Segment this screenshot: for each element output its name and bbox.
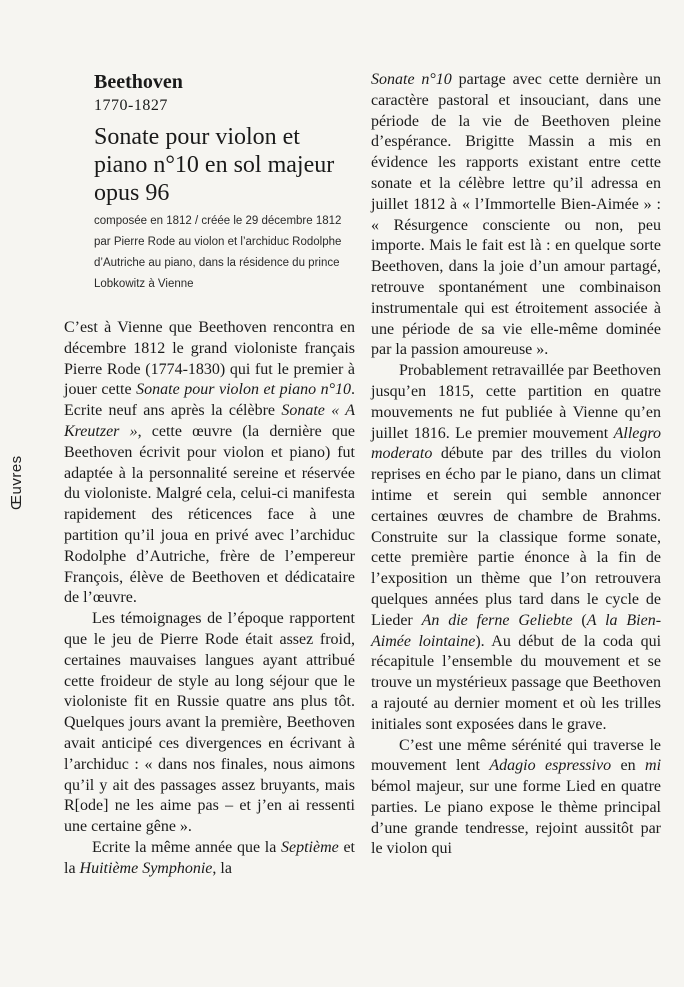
text-run: partage avec cette dernière un caractère pastoral et insouciant, dans une période de la vie de Beethoven pleine d’espérance. Brigitte Massin a mis en évidence les rapports existant entre cette sonate et la célèbre lettre qu’il adressa en juillet 1812 à « l’Immortelle Bien-Aimée » : « Résurgence consciente ou non, peu importe. Mais le fait est là : en quelque sorte Beethoven, dans la joie d’un amour partagé, retrouve spontanément une combinaison instrumentale qui est étroitement associée à une période de sa vie elle-même dominée par la passion amoureuse ». xyxy=(371,71,661,359)
italic-text: An die ferne Geliebte xyxy=(421,611,573,629)
right-column xyxy=(371,70,661,860)
italic-text: mi xyxy=(645,757,662,775)
composer-name: Beethoven xyxy=(94,71,183,93)
body-paragraph xyxy=(371,361,661,735)
body-paragraph xyxy=(64,318,355,609)
article-body-right xyxy=(371,70,661,860)
text-run: en xyxy=(611,757,646,775)
italic-text: Allegro moderato xyxy=(371,424,661,463)
text-run: C’est à Vienne que Beethoven rencontra en décembre 1812 le grand violoniste français Pierre Rode (1774-1830) qui fut le premier à jouer cette xyxy=(64,319,355,399)
italic-text: Huitième Symphonie xyxy=(79,859,213,877)
text-run: ). Au début de la coda qui récapitule l’ensemble du mouvement et se trouve un mystérieux passage que Beethoven a rajouté au dernier moment et où les trilles initiales sont exposées dans le grave. xyxy=(371,632,662,733)
text-run: , la xyxy=(212,859,232,877)
text-run: C’est une même sérénité qui traverse le mouvement lent xyxy=(371,736,661,775)
italic-text: A la Bien-Aimée lointaine xyxy=(371,611,662,650)
text-run: et la xyxy=(64,838,355,877)
text-run: . Ecrite neuf ans après la célèbre xyxy=(64,381,356,420)
text-run: Ecrite la même année que la xyxy=(92,838,281,856)
body-paragraph xyxy=(64,838,355,880)
body-paragraph xyxy=(371,70,661,361)
text-run: , cette œuvre (la dernière que Beethoven écrivit pour violon et piano) fut adaptée à la personnalité sereine et réservée du violoniste. Malgré cela, celui-ci manifesta rapidement des réticences face à une partition qu’il joua en privé avec l’archiduc Rodolphe d’Autriche, frère de l’empereur François, élève de Beethoven et dédicataire de l’œuvre. xyxy=(64,422,355,607)
article-body-left xyxy=(64,318,355,880)
text-run: ( xyxy=(572,611,587,629)
work-subtitle: composée en 1812 / créée le 29 décembre 1812 par Pierre Rode au violon et l’archiduc Rodolphe d’Autriche au piano, dans la résidence du prince Lobkowitz à Vienne xyxy=(94,215,342,290)
italic-text: Sonate n°10 xyxy=(371,71,452,88)
text-run: Les témoignages de l’époque rapportent que le jeu de Pierre Rode était assez froid, certaines mauvaises langues ayant attribué cette froideur de style au long séjour que le violoniste fit en Russie quatre ans plus tôt. Quelques jours avant la première, Beethoven avait anticipé ces divergences en écrivant à l’archiduc : « dans nos finales, nous aimons qu’il y ait des passages assez bruyants, mais R[ode] ne les aime pas – et j’en ai ressenti une certaine gêne ». xyxy=(64,610,355,836)
text-run: bémol majeur, sur une forme Lied en quatre parties. Le piano expose le thème principal d’une grande tendresse, rejoint aussitôt par le violon qui xyxy=(371,778,661,858)
text-run: débute par des trilles du violon reprises en écho par le piano, dans un climat intime et serein qui semble annoncer certaines œuvres de chambre de Brahms. Construite sur la classique forme sonate, cette première partie énonce à la fin de l’exposition un thème que l’on retrouvera quelques années plus tard dans le cycle de Lieder xyxy=(371,445,661,629)
text-run: Probablement retravaillée par Beethoven jusqu’en 1815, cette partition en quatre mouvements ne fut publiée à Vienne qu’en juillet 1816. Le premier mouvement xyxy=(371,362,661,442)
italic-text: Adagio espressivo xyxy=(489,757,612,775)
left-column xyxy=(64,70,355,880)
section-label-oeuvres: Œuvres xyxy=(8,455,25,510)
italic-text: Sonate pour violon et piano n°10 xyxy=(136,381,352,399)
composer-dates: 1770-1827 xyxy=(94,97,168,114)
body-paragraph xyxy=(371,736,661,861)
italic-text: Septième xyxy=(281,838,339,856)
italic-text: Sonate « A Kreutzer » xyxy=(64,402,356,440)
work-title: Sonate pour violon et piano n°10 en sol majeur opus 96 xyxy=(94,124,335,206)
body-paragraph xyxy=(64,609,355,838)
